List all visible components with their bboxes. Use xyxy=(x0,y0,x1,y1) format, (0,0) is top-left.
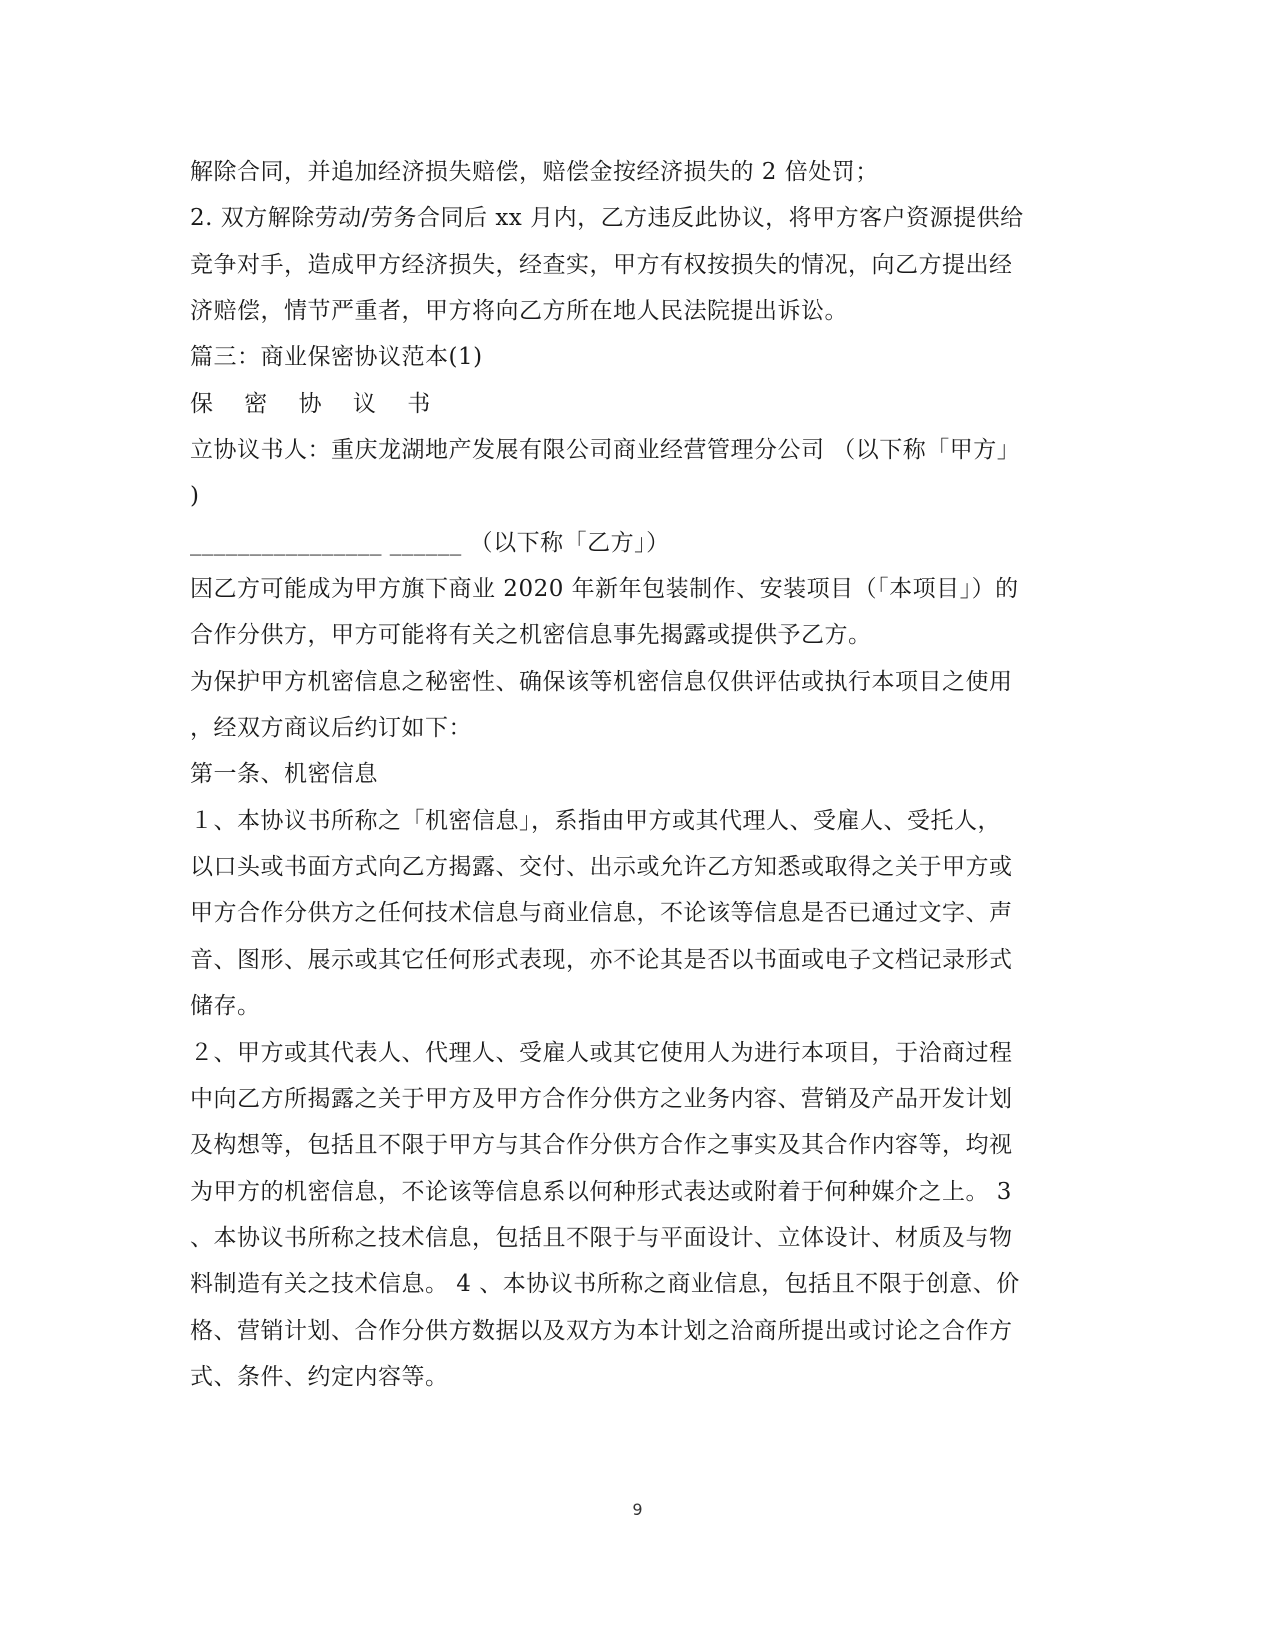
text-line: 中向乙方所揭露之关于甲方及甲方合作分供方之业务内容、营销及产品开发计划 xyxy=(190,1086,1013,1112)
text-line: 为保护甲方机密信息之秘密性、确保该等机密信息仅供评估或执行本项目之使用 xyxy=(190,669,1013,695)
text-line: 解除合同，并追加经济损失赔偿，赔偿金按经济损失的 2 倍处罚； xyxy=(190,159,879,185)
text-line: ，经双方商议后约订如下： xyxy=(190,715,472,741)
text-line: 音、图形、展示或其它任何形式表现，亦不论其是否以书面或电子文档记录形式 xyxy=(190,947,1013,973)
text-line: 以口头或书面方式向乙方揭露、交付、出示或允许乙方知悉或取得之关于甲方或 xyxy=(190,854,1013,880)
text-line: 式、条件、约定内容等。 xyxy=(190,1364,449,1390)
party-b-blank-line: ________________ ______ （以下称「乙方」） xyxy=(190,530,670,556)
text-line: 料制造有关之技术信息。 4 、本协议书所称之商业信息，包括且不限于创意、价 xyxy=(190,1271,1020,1297)
text-line: 2. 双方解除劳动/劳务合同后 xx 月内，乙方违反此协议，将甲方客户资源提供给 xyxy=(190,205,1024,231)
text-line: 储存。 xyxy=(190,993,261,1019)
text-line: 因乙方可能成为甲方旗下商业 2020 年新年包装制作、安装项目（「本项目」）的 xyxy=(190,576,1019,602)
text-line: 为甲方的机密信息，不论该等信息系以何种形式表达或附着于何种媒介之上。 3 xyxy=(190,1179,1012,1205)
document-title: 保 密 协 议 书 xyxy=(190,391,443,417)
text-line: ) xyxy=(190,483,200,509)
text-line: 甲方合作分供方之任何技术信息与商业信息，不论该等信息是否已通过文字、声 xyxy=(190,900,1013,926)
text-line: １、本协议书所称之「机密信息」，系指由甲方或其代理人、受雇人、受托人， xyxy=(190,808,1001,834)
section-heading: 篇三：商业保密协议范本(1) xyxy=(190,344,483,370)
text-line: 立协议书人：重庆龙湖地产发展有限公司商业经营管理分公司 （以下称「甲方」 xyxy=(190,437,1021,463)
text-line: 竞争对手，造成甲方经济损失，经查实，甲方有权按损失的情况，向乙方提出经 xyxy=(190,252,1013,278)
page-number: 9 xyxy=(632,1500,643,1519)
text-line: 、本协议书所称之技术信息，包括且不限于与平面设计、立体设计、材质及与物 xyxy=(190,1225,1013,1251)
text-line: 及构想等，包括且不限于甲方与其合作分供方合作之事实及其合作内容等，均视 xyxy=(190,1132,1013,1158)
text-line: ２、甲方或其代表人、代理人、受雇人或其它使用人为进行本项目，于洽商过程 xyxy=(190,1040,1013,1066)
article-heading: 第一条、机密信息 xyxy=(190,761,378,787)
text-line: 格、营销计划、合作分供方数据以及双方为本计划之洽商所提出或讨论之合作方 xyxy=(190,1318,1013,1344)
text-line: 合作分供方，甲方可能将有关之机密信息事先揭露或提供予乙方。 xyxy=(190,622,872,648)
text-line: 济赔偿，情节严重者，甲方将向乙方所在地人民法院提出诉讼。 xyxy=(190,298,848,324)
